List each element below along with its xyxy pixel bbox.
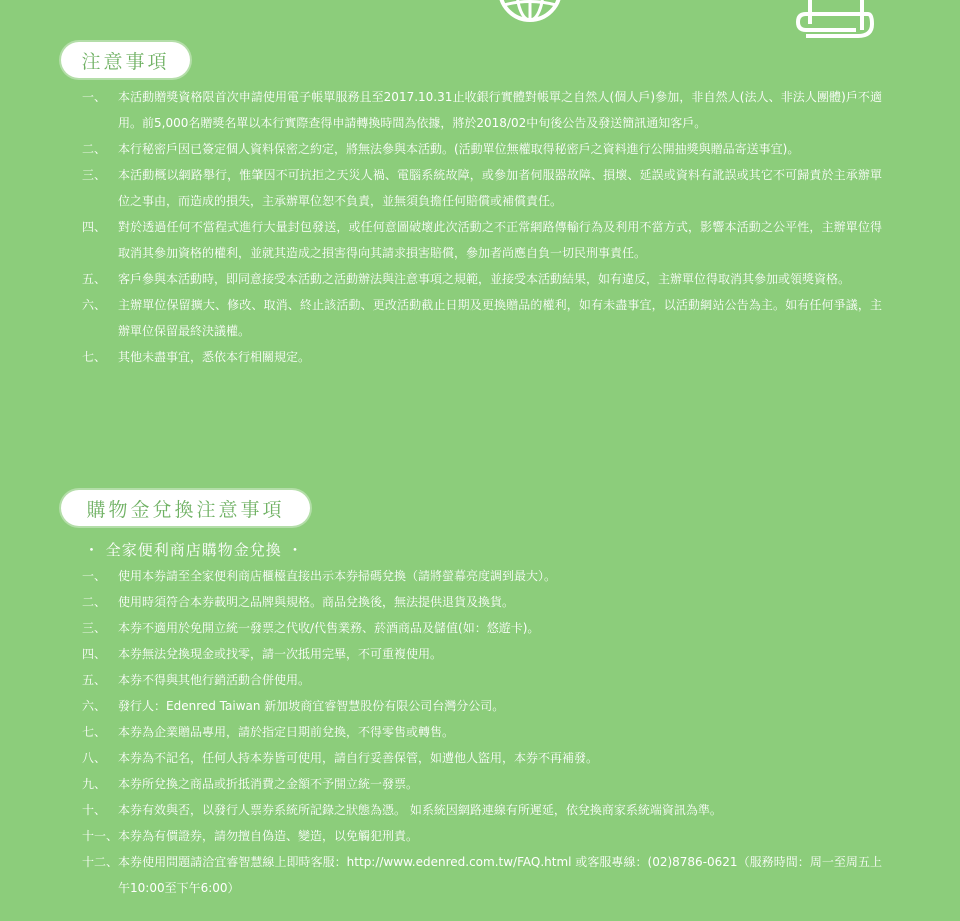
item-number: 五、: [82, 272, 107, 286]
item-text: 本券無法兌換現金或找零，請一次抵用完畢，不可重複使用。: [118, 647, 443, 661]
item-number: 六、: [82, 298, 107, 312]
list-item: [82, 771, 882, 797]
item-text: 發行人：Edenred Taiwan 新加坡商宜睿智慧股份有限公司台灣分公司。: [118, 699, 505, 713]
item-number: 三、: [82, 168, 107, 182]
item-text: 本行秘密戶因已簽定個人資料保密之約定，將無法參與本活動。(活動單位無權取得秘密戶之資料進行公開抽獎與贈品寄送事宜)。: [118, 142, 800, 156]
item-number: 一、: [82, 90, 107, 104]
item-number: 二、: [82, 142, 107, 156]
list-item: [82, 693, 882, 719]
item-text: 客戶參與本活動時，即同意接受本活動之活動辦法與注意事項之規範，並接受本活動結果，如有違反，主辦單位得取消其參加或領獎資格。: [118, 272, 851, 286]
item-number: 八、: [82, 751, 107, 765]
item-number: 六、: [82, 699, 107, 713]
item-text: 對於透過任何不當程式進行大量封包發送，或任何意圖破壞此次活動之不正常網路傳輸行為及利用不當方式，影響本活動之公平性，主辦單位得取消其參加資格的權利，並就其造成之損害得向其請求損害賠償，參加者尚應自負一切民刑事責任。: [118, 220, 882, 260]
item-text: 本活動概以網路舉行，惟肇因不可抗拒之天災人禍、電腦系統故障，或參加者伺服器故障、損壞、延誤或資料有訛誤或其它不可歸責於主承辦單位之事由，而造成的損失，主承辦單位恕不負責，並無須負擔任何賠償或補償責任。: [118, 168, 882, 208]
item-number: 七、: [82, 350, 107, 364]
item-number: 十、: [82, 803, 107, 817]
item-number: 十二、: [82, 855, 119, 869]
scroll-icon: [796, 0, 874, 42]
item-text: 主辦單位保留擴大、修改、取消、終止該活動、更改活動截止日期及更換贈品的權利，如有未盡事宜，以活動網站公告為主。如有任何爭議，主辦單位保留最終決議權。: [118, 298, 882, 338]
list-item: [82, 823, 882, 849]
voucher-notes-list: [82, 563, 882, 901]
list-item: [82, 84, 882, 136]
item-text: 使用時須符合本券載明之品牌與規格。商品兌換後，無法提供退貨及換貨。: [118, 595, 515, 609]
item-text: 本券使用問題請洽宜睿智慧線上即時客服：http://www.edenred.com.tw/FAQ.html 或客服專線：(02)8786-0621（服務時間：周一至周五上午10:00至下午6:00）: [118, 855, 882, 895]
list-item: [82, 667, 882, 693]
list-item: [82, 797, 882, 823]
item-text: 本券不適用於免開立統一發票之代收/代售業務、菸酒商品及儲值(如：悠遊卡)。: [118, 621, 540, 635]
list-item: [82, 615, 882, 641]
list-item: [82, 214, 882, 266]
list-item: [82, 292, 882, 344]
item-number: 七、: [82, 725, 107, 739]
item-text: 本券為不記名，任何人持本券皆可使用，請自行妥善保管，如遭他人盜用，本券不再補發。: [118, 751, 599, 765]
list-item: [82, 563, 882, 589]
item-number: 二、: [82, 595, 107, 609]
section-title-notes: 注意事項: [61, 42, 190, 78]
list-item: [82, 849, 882, 901]
list-item: [82, 745, 882, 771]
list-item: [82, 136, 882, 162]
item-number: 十一、: [82, 829, 119, 843]
item-text: 本券有效與否，以發行人票券系統所記錄之狀態為憑。 如系統因網路連線有所遲延，依兌換商家系統端資訊為準。: [118, 803, 722, 817]
item-text: 本券所兌換之商品或折抵消費之金額不予開立統一發票。: [118, 777, 419, 791]
item-text: 本券為有價證券，請勿擅自偽造、變造，以免觸犯刑責。: [118, 829, 419, 843]
item-text: 使用本券請至全家便利商店櫃檯直接出示本券掃碼兌換（請將螢幕亮度調到最大）。: [118, 569, 557, 583]
item-number: 五、: [82, 673, 107, 687]
item-text: 本券不得與其他行銷活動合併使用。: [118, 673, 311, 687]
item-text: 其他未盡事宜，悉依本行相關規定。: [118, 350, 311, 364]
sub-heading-familymart: ・ 全家便利商店購物金兌換 ・: [84, 541, 304, 559]
section-title-voucher-notes: 購物金兌換注意事項: [61, 490, 310, 526]
list-item: [82, 589, 882, 615]
item-number: 一、: [82, 569, 107, 583]
list-item: [82, 719, 882, 745]
item-text: 本活動贈獎資格限首次申請使用電子帳單服務且至2017.10.31止收銀行實體對帳單之自然人(個人戶)參加，非自然人(法人、非法人團體)戶不適用。前5,000名贈獎名單以本行實際查得申請轉換時間為依據，將於2018/02中旬後公告及發送簡訊通知客戶。: [118, 90, 882, 130]
list-item: [82, 266, 882, 292]
list-item: [82, 162, 882, 214]
list-item: [82, 344, 882, 370]
notes-list: [82, 84, 882, 370]
item-number: 九、: [82, 777, 107, 791]
item-number: 四、: [82, 220, 107, 234]
list-item: [82, 641, 882, 667]
item-number: 三、: [82, 621, 107, 635]
globe-icon: [497, 0, 563, 22]
item-number: 四、: [82, 647, 107, 661]
item-text: 本券為企業贈品專用，請於指定日期前兌換，不得零售或轉售。: [118, 725, 455, 739]
